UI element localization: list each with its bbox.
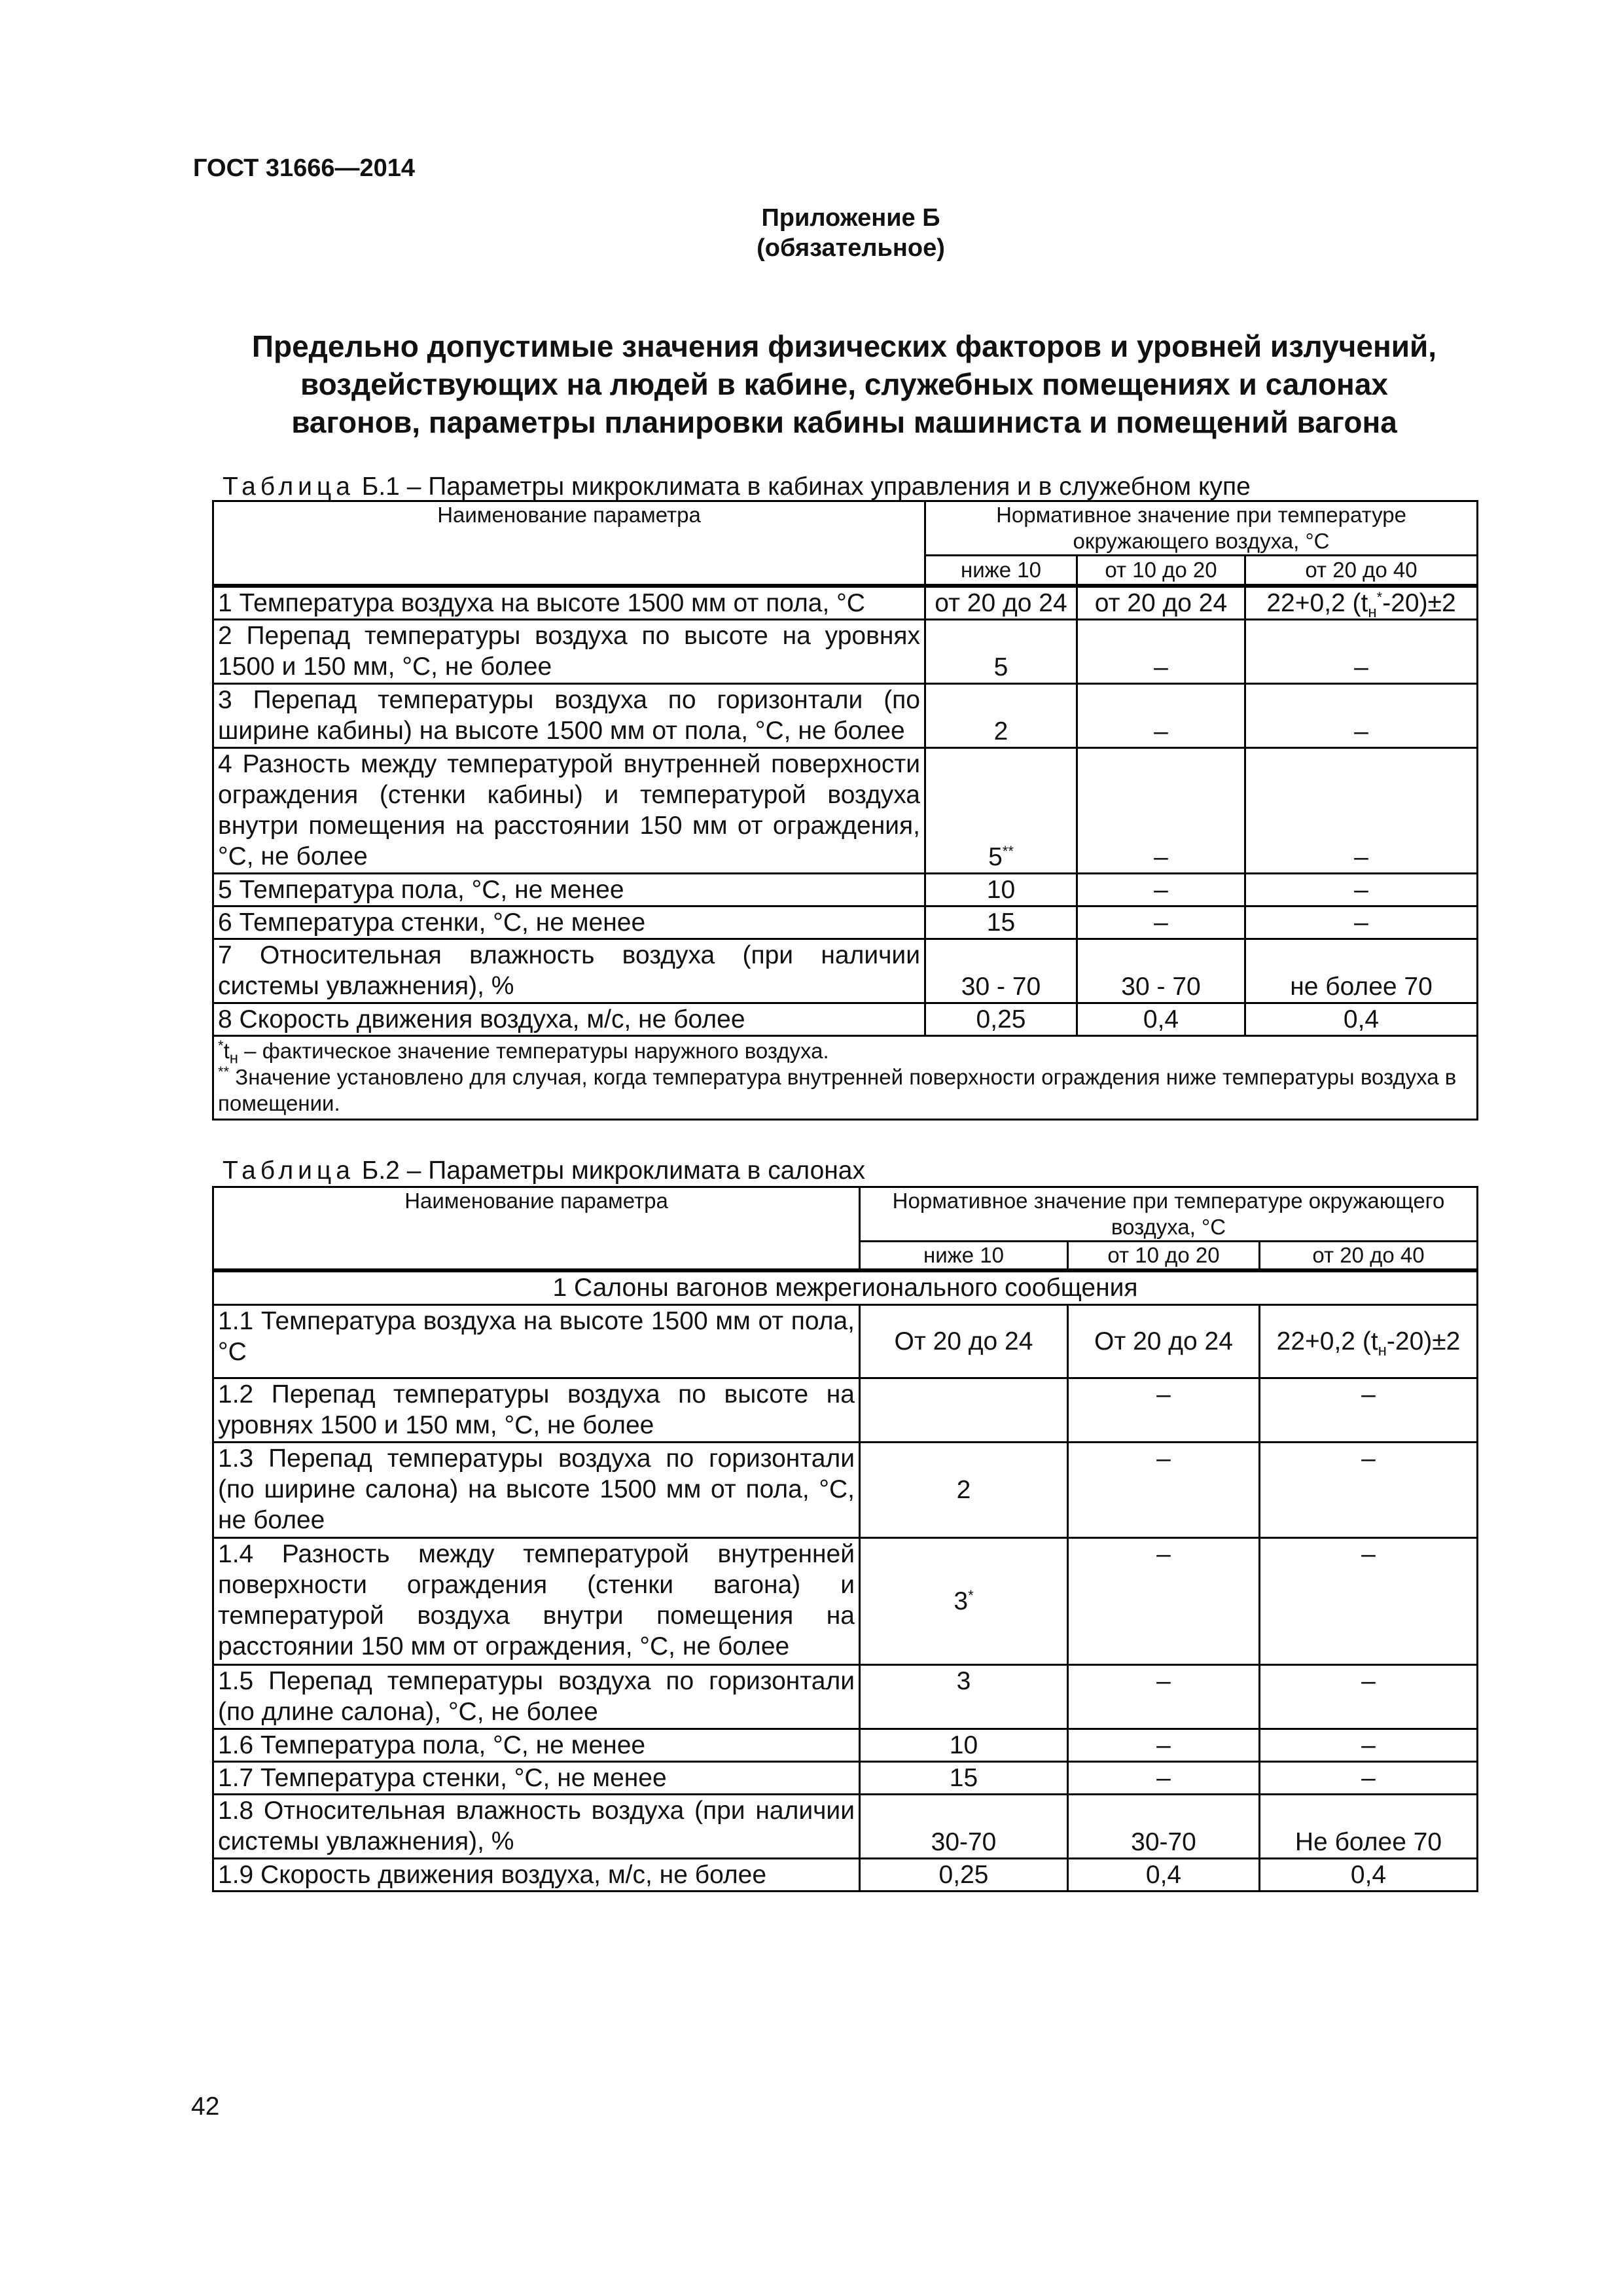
value-cell: 0,25 [860, 1858, 1068, 1891]
value-cell: от 20 до 24 [925, 586, 1077, 620]
table-row [213, 1442, 1478, 1537]
table-row [213, 1304, 1478, 1378]
table1-col-name: Наименование параметра [213, 501, 925, 586]
appendix-status: (обязательное) [757, 234, 945, 262]
table2-header-row [213, 1187, 1478, 1242]
value-cell: 0,25 [925, 1003, 1077, 1035]
value-cell: – [1068, 1442, 1260, 1537]
table-row [213, 1664, 1478, 1729]
value-cell [860, 1378, 1068, 1442]
value-subscript: н [1368, 603, 1377, 621]
value-cell: 0,4 [1068, 1858, 1260, 1891]
value-cell: – [1068, 1729, 1260, 1761]
value-cell: – [1260, 1442, 1478, 1537]
param-name: 1.4 Разность между температурой внутренней поверхности ограждения (стенки вагона) и температурой воздуха внутри помещения на расстоянии 150 мм от ограждения, °С, не более [213, 1537, 860, 1664]
value-cell [860, 1537, 1068, 1664]
value-part: 5 [988, 842, 1003, 871]
table-row [213, 1537, 1478, 1664]
footnote-symbol: t [223, 1039, 230, 1063]
value-cell: – [1068, 1761, 1260, 1794]
param-name: 1 Температура воздуха на высоте 1500 мм от пола, °С [213, 586, 925, 620]
table-row [213, 747, 1478, 873]
value-cell: – [1260, 1664, 1478, 1729]
param-name: 1.7 Температура стенки, °С, не менее [213, 1761, 860, 1794]
footnote-mark: * [1376, 588, 1383, 605]
table2-section-row [213, 1270, 1478, 1304]
value-cell: 30-70 [1068, 1794, 1260, 1858]
table2-col-norm: Нормативное значение при температуре окружающего воздуха, °С [860, 1187, 1478, 1242]
value-cell [1260, 1304, 1478, 1378]
table2-col-name: Наименование параметра [213, 1187, 860, 1271]
value-cell: – [1068, 1664, 1260, 1729]
value-cell: 2 [860, 1442, 1068, 1537]
value-cell: 10 [860, 1729, 1068, 1761]
table1-col-norm: Нормативное значение при температуре окружающего воздуха, °С [925, 501, 1478, 556]
value-cell: 0,4 [1260, 1858, 1478, 1891]
value-cell [925, 747, 1077, 873]
value-cell: 30 - 70 [925, 939, 1077, 1003]
table-row [213, 1729, 1478, 1761]
footnote-text: – фактическое значение температуры наружного воздуха. [238, 1039, 829, 1063]
table-row [213, 619, 1478, 683]
value-cell: – [1068, 1537, 1260, 1664]
value-cell: – [1245, 683, 1478, 747]
value-cell: – [1245, 619, 1478, 683]
value-cell: 30 - 70 [1077, 939, 1245, 1003]
table-row [213, 1794, 1478, 1858]
table1-notes [213, 1035, 1478, 1119]
footnote-mark: * [218, 1037, 224, 1054]
param-name: 2 Перепад температуры воздуха по высоте на уровнях 1500 и 150 мм, °С, не более [213, 619, 925, 683]
param-name: 1.8 Относительная влажность воздуха (при наличии системы увлажнения), % [213, 1794, 860, 1858]
param-name: 1.2 Перепад температуры воздуха по высоте на уровнях 1500 и 150 мм, °С, не более [213, 1378, 860, 1442]
table1-caption [223, 473, 1251, 501]
footnote [218, 1037, 1472, 1067]
value-cell: 0,4 [1245, 1003, 1478, 1035]
table1-subcol: от 10 до 20 [1077, 556, 1245, 586]
value-cell: – [1260, 1761, 1478, 1794]
param-name: 1.1 Температура воздуха на высоте 1500 мм от пола, °С [213, 1304, 860, 1378]
param-name: 3 Перепад температуры воздуха по горизонтали (по ширине кабины) на высоте 1500 мм от пола, °С, не более [213, 683, 925, 747]
value-subscript: н [1378, 1341, 1387, 1359]
value-cell: – [1068, 1378, 1260, 1442]
param-name: 1.5 Перепад температуры воздуха по горизонтали (по длине салона), °С, не более [213, 1664, 860, 1729]
value-cell: 3 [860, 1664, 1068, 1729]
value-cell: – [1245, 906, 1478, 939]
value-cell: – [1077, 873, 1245, 906]
main-title-line: вагонов, параметры планировки кабины машиниста и помещений вагона [291, 405, 1397, 439]
table-row [213, 939, 1478, 1003]
value-cell: От 20 до 24 [1068, 1304, 1260, 1378]
table-row [213, 1003, 1478, 1035]
table1-subcol: от 20 до 40 [1245, 556, 1478, 586]
value-cell: 2 [925, 683, 1077, 747]
table-row [213, 873, 1478, 906]
table1-notes-row [213, 1035, 1478, 1119]
value-cell: От 20 до 24 [860, 1304, 1068, 1378]
document-code: ГОСТ 31666—2014 [193, 154, 416, 182]
value-cell: 5 [925, 619, 1077, 683]
page-number: 42 [191, 2092, 220, 2121]
value-part: 3 [954, 1587, 969, 1615]
value-cell: – [1260, 1537, 1478, 1664]
value-part: 22+0,2 (t [1276, 1327, 1378, 1355]
value-cell: – [1260, 1729, 1478, 1761]
table2-caption [223, 1157, 865, 1185]
table1-header-row [213, 501, 1478, 556]
footnote-text: Значение установлено для случая, когда температура внутренней поверхности ограждения ниже температуры воздуха в помещении. [218, 1065, 1457, 1115]
main-title [196, 327, 1492, 441]
value-cell: – [1077, 683, 1245, 747]
param-name: 4 Разность между температурой внутренней поверхности ограждения (стенки кабины) и температурой воздуха внутри помещения на расстоянии 150 мм от ограждения, °С, не более [213, 747, 925, 873]
value-cell: 10 [925, 873, 1077, 906]
footnote-mark: ** [1002, 842, 1014, 859]
table-row [213, 1858, 1478, 1891]
value-cell: – [1260, 1378, 1478, 1442]
table1-caption-label: Таблица [223, 473, 355, 501]
param-name: 6 Температура стенки, °С, не менее [213, 906, 925, 939]
value-cell: от 20 до 24 [1077, 586, 1245, 620]
value-cell: – [1077, 619, 1245, 683]
value-cell: Не более 70 [1260, 1794, 1478, 1858]
table1-caption-text: Б.1 – Параметры микроклимата в кабинах управления и в служебном купе [354, 473, 1251, 501]
table-row [213, 586, 1478, 620]
table-row [213, 1761, 1478, 1794]
table1-subcol: ниже 10 [925, 556, 1077, 586]
value-cell: не более 70 [1245, 939, 1478, 1003]
appendix-title: Приложение Б [761, 204, 940, 232]
value-cell: – [1245, 873, 1478, 906]
param-name: 1.6 Температура пола, °С, не менее [213, 1729, 860, 1761]
table2 [212, 1186, 1478, 1892]
table1 [212, 500, 1478, 1121]
table-row [213, 683, 1478, 747]
main-title-line: воздействующих на людей в кабине, служебных помещениях и салонах [300, 367, 1388, 401]
table2-section-title: 1 Салоны вагонов межрегионального сообщения [213, 1270, 1478, 1304]
value-part: -20)±2 [1386, 1327, 1461, 1355]
table2-subcol: ниже 10 [860, 1242, 1068, 1271]
value-cell: 15 [925, 906, 1077, 939]
value-part: -20)±2 [1382, 588, 1456, 617]
value-cell: 30-70 [860, 1794, 1068, 1858]
param-name: 1.9 Скорость движения воздуха, м/с, не более [213, 1858, 860, 1891]
value-cell [1245, 586, 1478, 620]
table2-caption-label: Таблица [223, 1157, 355, 1185]
value-cell: – [1077, 747, 1245, 873]
table2-caption-text: Б.2 – Параметры микроклимата в салонах [354, 1157, 865, 1185]
value-cell: 15 [860, 1761, 1068, 1794]
footnote-mark: * [968, 1587, 974, 1604]
param-name: 7 Относительная влажность воздуха (при наличии системы увлажнения), % [213, 939, 925, 1003]
footnote [218, 1064, 1472, 1117]
value-cell: 0,4 [1077, 1003, 1245, 1035]
table-row [213, 906, 1478, 939]
param-name: 5 Температура пола, °С, не менее [213, 873, 925, 906]
footnote-mark: ** [218, 1064, 230, 1080]
table2-subcol: от 20 до 40 [1260, 1242, 1478, 1271]
param-name: 8 Скорость движения воздуха, м/с, не более [213, 1003, 925, 1035]
value-part: 22+0,2 (t [1266, 588, 1368, 617]
table-row [213, 1378, 1478, 1442]
table2-subcol: от 10 до 20 [1068, 1242, 1260, 1271]
footnote-subscript: н [229, 1049, 238, 1067]
value-cell: – [1245, 747, 1478, 873]
param-name: 1.3 Перепад температуры воздуха по горизонтали (по ширине салона) на высоте 1500 мм от пола, °С, не более [213, 1442, 860, 1537]
value-cell: – [1077, 906, 1245, 939]
main-title-line: Предельно допустимые значения физических факторов и уровней излучений, [251, 329, 1437, 363]
